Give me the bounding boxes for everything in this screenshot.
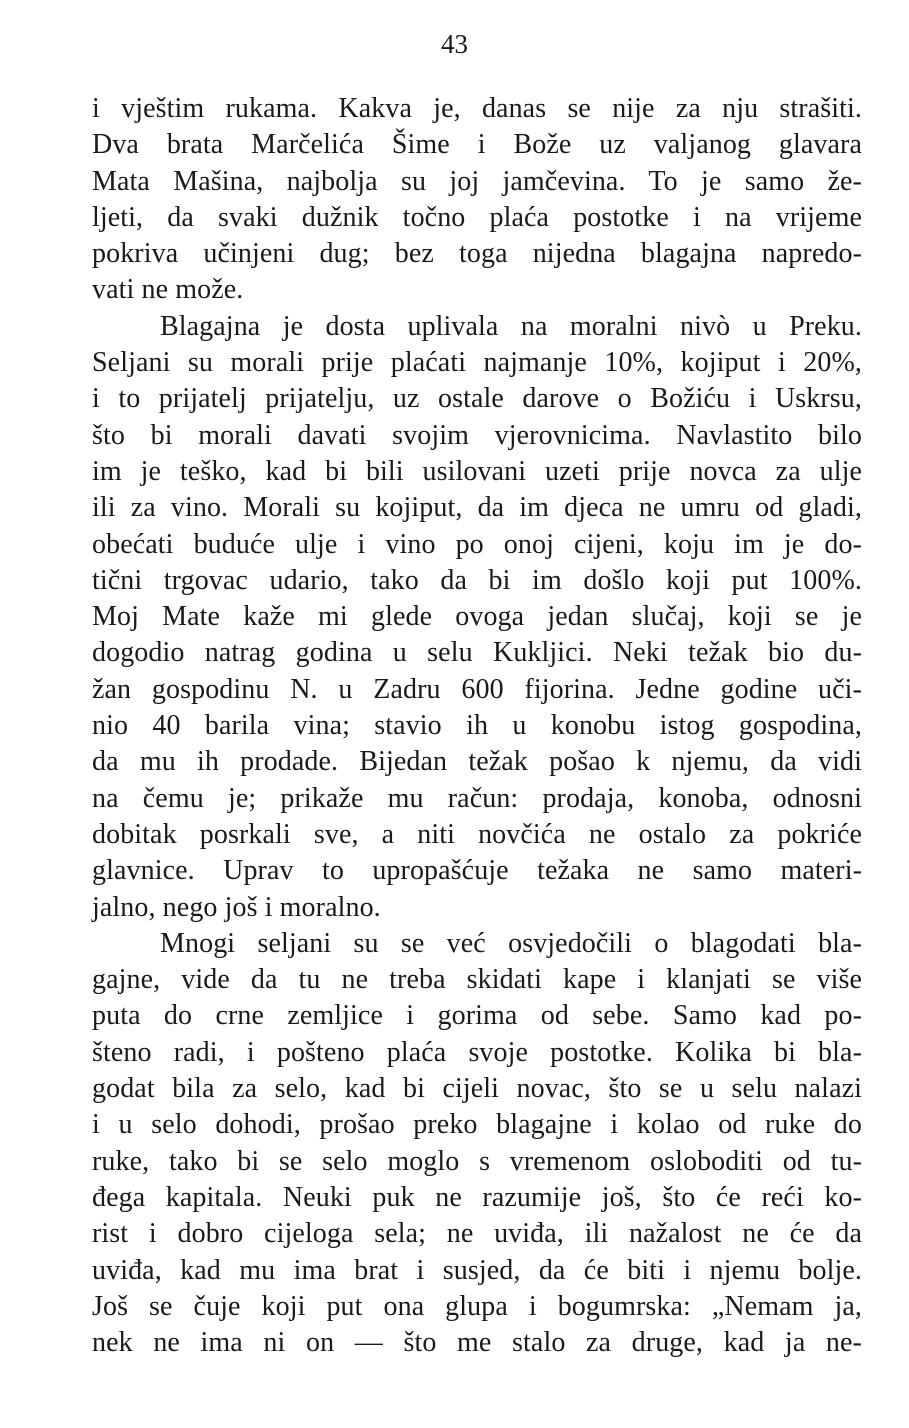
text-line: tični trgovac udario, tako da bi im došlo koji put 100%. [92,564,862,596]
text-line: na čemu je; prikaže mu račun: prodaja, konoba, odnosni [92,782,862,814]
text-line: ljeti, da svaki dužnik točno plaća postotke i na vrijeme [92,201,862,233]
text-line: gajne, vide da tu ne treba skidati kape i klanjati se više [92,964,862,996]
text-line: Mnogi seljani su se već osvjedočili o blagodati bla- [160,927,862,959]
text-line: puta do crne zemljice i gorima od sebe. Samo kad po- [92,1000,862,1032]
text-line: đega kapitala. Neuki puk ne razumije još, što će reći ko- [92,1181,862,1213]
text-line: godat bila za selo, kad bi cijeli novac, što se u selu nalazi [92,1073,862,1105]
text-line: ruke, tako bi se selo moglo s vremenom osloboditi od tu- [92,1145,862,1177]
text-line: i to prijatelj prijatelju, uz ostale darove o Božiću i Uskrsu, [92,383,862,415]
body-text [92,91,862,1361]
text-line: Još se čuje koji put ona glupa i bogumrska: „Nemam ja, [92,1290,862,1322]
text-line: Blagajna je dosta uplivala na moralni nivò u Preku. [160,310,862,342]
text-line: rist i dobro cijeloga sela; ne uviđa, ili nažalost ne će da [92,1218,862,1250]
text-line: da mu ih prodade. Bijedan težak pošao k njemu, da vidi [92,746,862,778]
text-line: nio 40 barila vina; stavio ih u konobu istog gospodina, [92,710,862,742]
text-line: uviđa, kad mu ima brat i susjed, da će biti i njemu bolje. [92,1254,862,1286]
text-line: Moj Mate kaže mi glede ovoga jedan slučaj, koji se je [92,601,862,633]
text-line: Seljani su morali prije plaćati najmanje 10%, kojiput i 20%, [92,347,862,379]
text-line: vati ne može. [92,274,244,306]
text-line: glavnice. Uprav to upropašćuje težaka ne samo materi- [92,855,862,887]
text-line: dogodio natrag godina u selu Kukljici. Neki težak bio du- [92,637,862,669]
text-line: ili za vino. Morali su kojiput, da im djeca ne umru od gladi, [92,492,862,524]
text-line: im je teško, kad bi bili usilovani uzeti prije novca za ulje [92,455,862,487]
text-line: pokriva učinjeni dug; bez toga nijedna blagajna napredo- [92,238,862,270]
text-line: dobitak posrkali sve, a niti novčića ne ostalo za pokriće [92,818,862,850]
text-line: obećati buduće ulje i vino po onoj cijeni, koju im je do- [92,528,862,560]
text-line: Dva brata Marčelića Šime i Bože uz valjanog glavara [92,129,862,161]
text-line: šteno radi, i pošteno plaća svoje postotke. Kolika bi bla- [92,1036,862,1068]
text-line: jalno, nego još i moralno. [92,891,381,923]
page-number: 43 [441,29,468,59]
text-line: i vještim rukama. Kakva je, danas se nije za nju strašiti. [92,93,862,124]
text-line: i u selo dohodi, prošao preko blagajne i kolao od ruke do [92,1109,862,1141]
text-line: žan gospodinu N. u Zadru 600 fijorina. Jedne godine uči- [92,673,862,705]
text-line: nek ne ima ni on — što me stalo za druge, kad ja ne- [92,1327,862,1359]
text-line: Mata Mašina, najbolja su joj jamčevina. To je samo že- [92,165,862,197]
text-line: što bi morali davati svojim vjerovnicima. Navlastito bilo [92,419,862,451]
